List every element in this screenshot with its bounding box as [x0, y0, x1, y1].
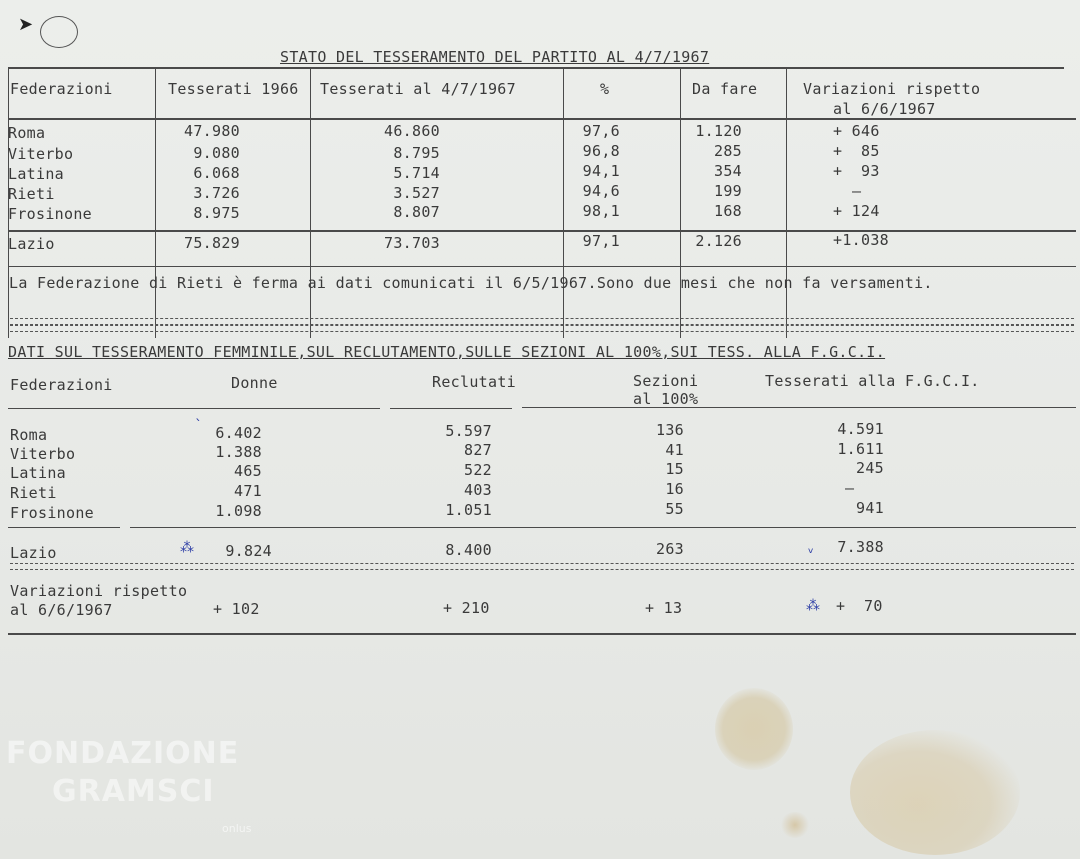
- cell-variazione: + 646: [833, 122, 880, 140]
- cell-tesserati-1967: 3.527: [393, 184, 440, 202]
- watermark-logo-sub: onlus: [222, 822, 252, 835]
- cell-reclutati: 403: [464, 481, 492, 499]
- cell-tesserati-1967: 73.703: [384, 234, 440, 252]
- stain-mark: [715, 688, 793, 770]
- cell-donne: 465: [234, 462, 262, 480]
- cell-tesserati-1967: 8.795: [393, 144, 440, 162]
- cell-donne: 6.402: [215, 424, 262, 442]
- cell-variazione: +1.038: [833, 231, 889, 249]
- table1-header-rule: [8, 118, 1076, 120]
- cell-sezioni: + 13: [645, 599, 683, 617]
- table1-header-tesserati-1967: Tesserati al 4/7/1967: [320, 80, 516, 98]
- cell-da-fare: 1.120: [695, 122, 742, 140]
- table1-col-divider-3: [310, 68, 311, 338]
- table1-header-percent: %: [600, 80, 610, 98]
- cell-federazione: Lazio: [8, 235, 55, 253]
- table2-header-rule: [8, 408, 380, 409]
- double-rule-separator: [10, 318, 1074, 325]
- table1-col-divider-1: [8, 68, 9, 338]
- cell-reclutati: 827: [464, 441, 492, 459]
- cell-federazione: Latina: [10, 464, 66, 482]
- variation-label: Variazioni rispetto: [10, 582, 188, 600]
- cell-percent: 97,1: [582, 232, 620, 250]
- cell-percent: 94,1: [582, 162, 620, 180]
- cell-da-fare: 354: [714, 162, 742, 180]
- cell-donne: 1.098: [215, 502, 262, 520]
- cell-variazione: + 124: [833, 202, 880, 220]
- cell-tesserati-1966: 9.080: [193, 144, 240, 162]
- document-title: STATO DEL TESSERAMENTO DEL PARTITO AL 4/7/1967: [280, 48, 710, 66]
- variation-label-date: al 6/6/1967: [10, 601, 113, 619]
- cell-tesserati-1967: 5.714: [393, 164, 440, 182]
- table1-note: La Federazione di Rieti è ferma ai dati comunicati il 6/5/1967.Sono due mesi che non fa versamenti.: [9, 274, 933, 292]
- cell-variazione: + 85: [833, 142, 880, 160]
- cell-tesserati-1967: 8.807: [393, 203, 440, 221]
- cell-federazione: Frosinone: [8, 205, 92, 223]
- double-rule-separator: [10, 563, 1074, 570]
- table1-header-da-fare: Da fare: [692, 80, 758, 98]
- cell-da-fare: 168: [714, 202, 742, 220]
- cell-percent: 94,6: [582, 182, 620, 200]
- table1-header-tesserati-1966: Tesserati 1966: [168, 80, 299, 98]
- pen-check-mark: ᵥ: [808, 541, 814, 557]
- cell-reclutati: 8.400: [445, 541, 492, 559]
- cell-variazione: –: [852, 182, 862, 200]
- cell-federazione: Frosinone: [10, 504, 94, 522]
- cell-donne: 1.388: [215, 443, 262, 461]
- cell-tesserati-1967: 46.860: [384, 122, 440, 140]
- cell-percent: 98,1: [582, 202, 620, 220]
- cell-sezioni: 263: [656, 540, 684, 558]
- table2-header-donne: Donne: [231, 374, 278, 392]
- cell-donne: + 102: [213, 600, 260, 618]
- pen-check-mark: ⁂: [180, 540, 194, 556]
- cell-fgci: 7.388: [837, 538, 884, 556]
- cell-tesserati-1966: 3.726: [193, 184, 240, 202]
- table2-header-reclutati: Reclutati: [432, 373, 516, 391]
- cell-federazione: Rieti: [10, 484, 57, 502]
- cell-fgci: 1.611: [837, 440, 884, 458]
- cell-sezioni: 55: [665, 500, 684, 518]
- section2-title: DATI SUL TESSERAMENTO FEMMINILE,SUL RECLUTAMENTO,SULLE SEZIONI AL 100%,SUI TESS. ALLA F.G.C.I.: [8, 343, 886, 361]
- cell-federazione: Viterbo: [10, 445, 76, 463]
- cell-sezioni: 41: [665, 441, 684, 459]
- cell-sezioni: 136: [656, 421, 684, 439]
- cell-fgci: –: [845, 479, 855, 497]
- cell-tesserati-1966: 6.068: [193, 164, 240, 182]
- double-rule-separator: [10, 325, 1074, 332]
- table1-top-rule: [8, 67, 1064, 69]
- cell-sezioni: 16: [665, 480, 684, 498]
- cell-da-fare: 2.126: [695, 232, 742, 250]
- cell-fgci: 941: [856, 499, 884, 517]
- cell-fgci: + 70: [836, 597, 883, 615]
- table2-header-federazioni: Federazioni: [10, 376, 113, 394]
- cell-federazione: Latina: [8, 165, 64, 183]
- cell-donne: 9.824: [225, 542, 272, 560]
- table1-header-federazioni: Federazioni: [10, 80, 113, 98]
- table1-header-variazioni-date: al 6/6/1967: [833, 100, 936, 118]
- cell-fgci: 4.591: [837, 420, 884, 438]
- watermark-logo-line1: FONDAZIONE: [6, 736, 240, 771]
- table1-total-rule: [8, 230, 1076, 232]
- table2-total-rule: [130, 527, 1076, 528]
- cell-da-fare: 199: [714, 182, 742, 200]
- cell-federazione: Roma: [10, 426, 48, 444]
- corner-pen-mark: ➤: [18, 14, 34, 35]
- watermark-logo-line2: GRAMSCI: [52, 774, 215, 809]
- cell-percent: 96,8: [582, 142, 620, 160]
- circled-annotation: [40, 16, 78, 48]
- cell-donne: 471: [234, 482, 262, 500]
- table2-header-sezioni-100: al 100%: [633, 390, 699, 408]
- cell-tesserati-1966: 47.980: [184, 122, 240, 140]
- table2-header-rule: [522, 407, 1076, 408]
- cell-sezioni: 15: [665, 460, 684, 478]
- table1-col-divider-2: [155, 68, 156, 338]
- cell-reclutati: + 210: [443, 599, 490, 617]
- cell-reclutati: 5.597: [445, 422, 492, 440]
- cell-federazione: Rieti: [8, 185, 55, 203]
- cell-tesserati-1966: 75.829: [184, 234, 240, 252]
- cell-federazione: Lazio: [10, 544, 57, 562]
- cell-percent: 97,6: [582, 122, 620, 140]
- table2-bottom-rule: [8, 633, 1076, 635]
- table1-note-rule: [8, 266, 1076, 267]
- cell-reclutati: 522: [464, 461, 492, 479]
- table1-col-divider-6: [786, 68, 787, 338]
- table1-col-divider-4: [563, 68, 564, 338]
- table2-total-rule: [8, 527, 120, 528]
- stain-mark: [850, 730, 1020, 855]
- table2-header-fgci: Tesserati alla F.G.C.I.: [765, 372, 980, 390]
- cell-tesserati-1966: 8.975: [193, 204, 240, 222]
- cell-variazione: + 93: [833, 162, 880, 180]
- cell-fgci: 245: [856, 459, 884, 477]
- cell-reclutati: 1.051: [445, 501, 492, 519]
- table2-header-sezioni: Sezioni: [633, 372, 699, 390]
- stain-mark: [780, 812, 810, 838]
- pen-check-mark: ⁂: [806, 598, 820, 614]
- cell-federazione: Roma: [8, 124, 46, 142]
- pen-tick-mark: ˋ: [195, 418, 202, 434]
- table1-col-divider-5: [680, 68, 681, 338]
- table1-header-variazioni: Variazioni rispetto: [803, 80, 981, 98]
- cell-federazione: Viterbo: [8, 145, 74, 163]
- table2-header-rule: [390, 408, 512, 409]
- cell-da-fare: 285: [714, 142, 742, 160]
